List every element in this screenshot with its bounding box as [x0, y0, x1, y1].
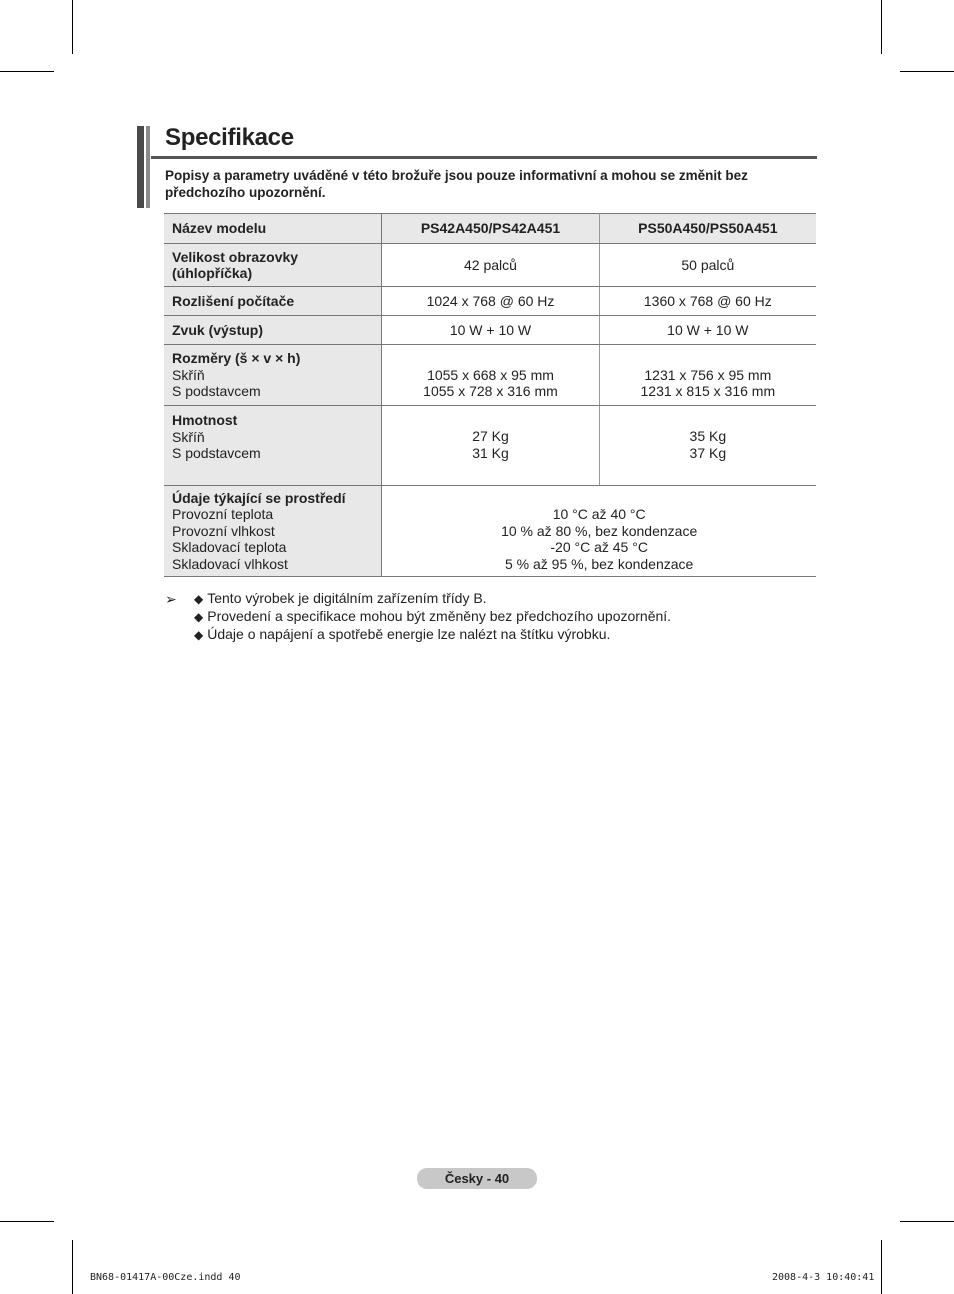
crop-mark: [900, 71, 954, 72]
notes: [165, 590, 671, 644]
resolution-col2: 1360 x 768 @ 60 Hz: [599, 287, 816, 316]
label-sound: Zvuk (výstup): [164, 316, 382, 345]
label-weight: Hmotnost Skříň S podstavcem: [164, 406, 382, 486]
list-item: ◆ Údaje o napájení a spotřebě energie lze nalézt na štítku výrobku.: [194, 626, 611, 642]
spec-table: [164, 213, 816, 577]
bullet-diamond-icon: ◆: [194, 628, 204, 642]
dimensions-col1: 1055 x 668 x 95 mm 1055 x 728 x 316 mm: [382, 345, 599, 406]
label-model: Název modelu: [164, 214, 382, 244]
resolution-col1: 1024 x 768 @ 60 Hz: [382, 287, 599, 316]
environment-values: 10 °C až 40 °C 10 % až 80 %, bez kondenzace -20 °C až 45 °C 5 % až 95 %, bez kondenzace: [382, 486, 816, 577]
intro-text: Popisy a parametry uváděné v této brožuře jsou pouze informativní a mohou se změnit bez předchozího upozornění.: [165, 168, 748, 200]
crop-mark: [0, 1221, 54, 1222]
list-item: ◆ Provedení a specifikace mohou být změněny bez předchozího upozornění.: [194, 608, 672, 624]
title-decoration: [137, 126, 151, 208]
table-row-sound: [164, 316, 816, 345]
header-col2: PS50A450/PS50A451: [599, 214, 816, 244]
label-environment: Údaje týkající se prostředí Provozní teplota Provozní vlhkost Skladovací teplota Skladovací vlhkost: [164, 486, 382, 577]
weight-col1: 27 Kg 31 Kg: [382, 406, 599, 486]
table-row-weight: [164, 406, 816, 486]
screen-col2: 50 palců: [599, 244, 816, 287]
crop-mark: [900, 1221, 954, 1222]
table-row-environment: [164, 486, 816, 577]
page-number-badge: Česky - 40: [417, 1168, 537, 1189]
crop-mark: [0, 71, 54, 72]
crop-mark: [72, 1240, 73, 1294]
label-dimensions: Rozměry (š × v × h) Skříň S podstavcem: [164, 345, 382, 406]
sound-col2: 10 W + 10 W: [599, 316, 816, 345]
bullet-diamond-icon: ◆: [194, 610, 204, 624]
crop-mark: [881, 0, 882, 54]
table-row-screen: [164, 244, 816, 287]
imprint-right: 2008-4-3 10:40:41: [772, 1272, 875, 1283]
page-title: Specifikace: [165, 124, 294, 151]
header-col1: PS42A450/PS42A451: [382, 214, 599, 244]
crop-mark: [881, 1240, 882, 1294]
table-row-header: [164, 214, 816, 244]
crop-mark: [72, 0, 73, 54]
imprint-left: BN68-01417A-00Cze.indd 40: [90, 1272, 241, 1283]
label-resolution: Rozlišení počítače: [164, 287, 382, 316]
screen-col1: 42 palců: [382, 244, 599, 287]
sound-col1: 10 W + 10 W: [382, 316, 599, 345]
table-row-dimensions: [164, 345, 816, 406]
bullet-diamond-icon: ◆: [194, 592, 204, 606]
label-screen: Velikost obrazovky (úhlopříčka): [164, 244, 382, 287]
table-row-resolution: [164, 287, 816, 316]
weight-col2: 35 Kg 37 Kg: [599, 406, 816, 486]
note-arrow-icon: ➢: [165, 591, 177, 607]
list-item: ◆ Tento výrobek je digitálním zařízením třídy B.: [194, 590, 487, 606]
dimensions-col2: 1231 x 756 x 95 mm 1231 x 815 x 316 mm: [599, 345, 816, 406]
title-rule: [151, 156, 817, 159]
